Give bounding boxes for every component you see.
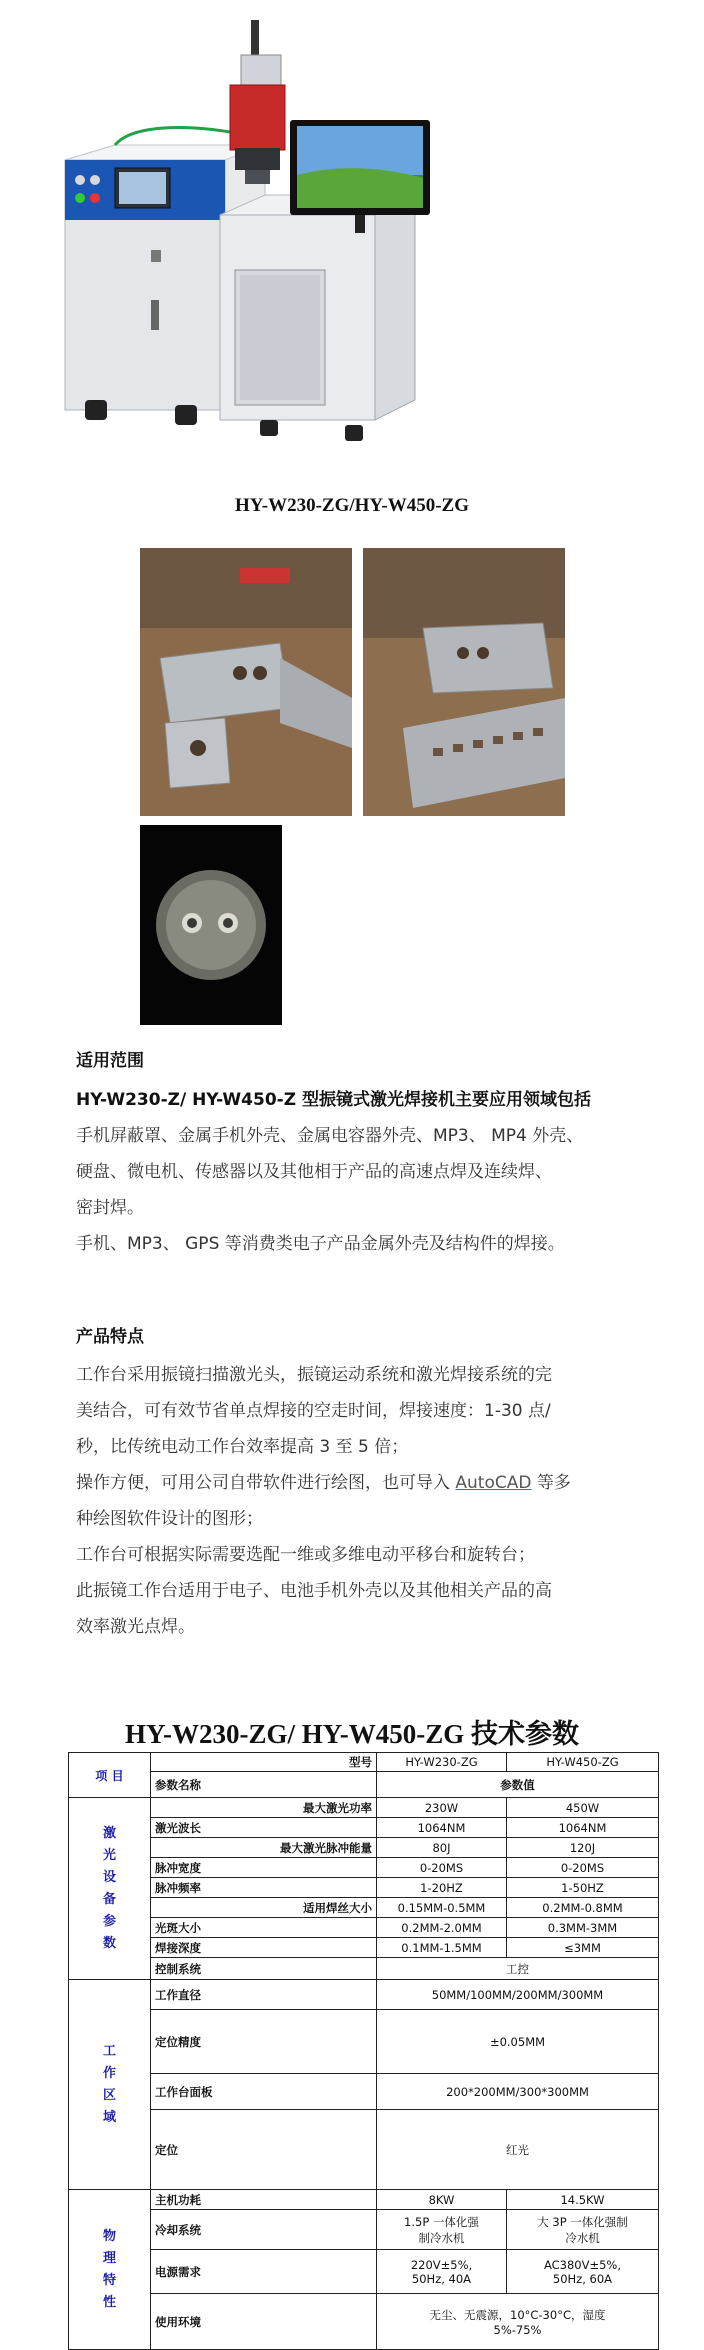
spec-row xyxy=(69,1958,659,1980)
group-phys-label: 物 理 特 性 xyxy=(69,2190,151,2350)
scope-heading: 适用范围 xyxy=(76,1051,144,1071)
param-value: 工控 xyxy=(377,1958,659,1980)
features-heading: 产品特点 xyxy=(76,1327,144,1347)
feature-line-part: 操作方便，可用公司自带软件进行绘图，也可导入 xyxy=(76,1473,456,1493)
scope-line: HY-W230-Z/ HY-W450-Z 型振镜式激光焊接机主要应用领域包括 xyxy=(76,1090,591,1110)
feature-line xyxy=(76,1465,651,1501)
param-value-1: 220V±5%, 50Hz, 40A xyxy=(377,2250,507,2294)
spec-row xyxy=(69,2250,659,2294)
spec-row xyxy=(69,2110,659,2190)
scope-line: 密封焊。 xyxy=(76,1198,144,1218)
group-laser-label: 激 光 设 备 参 数 xyxy=(69,1798,151,1980)
param-name: 电源需求 xyxy=(151,2250,377,2294)
param-name: 焊接深度 xyxy=(151,1938,377,1958)
param-value: 50MM/100MM/200MM/300MM xyxy=(377,1980,659,2010)
item-header: 项 目 xyxy=(69,1753,151,1798)
param-value: 200*200MM/300*300MM xyxy=(377,2074,659,2110)
param-name: 脉冲宽度 xyxy=(151,1858,377,1878)
param-name: 工作台面板 xyxy=(151,2074,377,2110)
param-value-2: AC380V±5%, 50Hz, 60A xyxy=(507,2250,659,2294)
param-name: 激光波长 xyxy=(151,1818,377,1838)
param-value-1: 0-20MS xyxy=(377,1858,507,1878)
spec-row xyxy=(69,2210,659,2250)
model-caption: HY-W230-ZG/HY-W450-ZG xyxy=(234,495,469,516)
param-value-1: 1-20HZ xyxy=(377,1878,507,1898)
feature-line: 美结合，可有效节省单点焊接的空走时间，焊接速度：1-30 点/ xyxy=(76,1401,551,1421)
param-value-1: 0.1MM-1.5MM xyxy=(377,1938,507,1958)
spec-row xyxy=(69,1798,659,1818)
param-name: 最大激光脉冲能量 xyxy=(151,1838,377,1858)
feature-line: 工作台采用振镜扫描激光头，振镜运动系统和激光焊接系统的完 xyxy=(76,1365,552,1385)
feature-line-part: 等多 xyxy=(531,1473,571,1493)
feature-line: 工作台可根据实际需要选配一维或多维电动平移台和旋转台； xyxy=(76,1545,535,1565)
scope-text xyxy=(76,1082,651,1262)
scope-line: 手机屏蔽罩、金属手机外壳、金属电容器外壳、MP3、 MP4 外壳、 xyxy=(76,1126,584,1146)
spec-row xyxy=(69,1818,659,1838)
param-value: 无尘、无震源，10°C-30°C，湿度 5%-75% xyxy=(377,2294,659,2350)
param-name: 定位精度 xyxy=(151,2010,377,2074)
spec-row xyxy=(69,1918,659,1938)
feature-line: 秒，比传统电动工作台效率提高 3 至 5 倍； xyxy=(76,1437,409,1457)
feature-line: 此振镜工作台适用于电子、电池手机外壳以及其他相关产品的高 xyxy=(76,1581,552,1601)
param-value-1: 8KW xyxy=(377,2190,507,2210)
group-work-label: 工 作 区 域 xyxy=(69,1980,151,2190)
machine-photo xyxy=(55,0,575,460)
spec-table-title: HY-W230-ZG/ HY-W450-ZG 技术参数 xyxy=(124,1719,580,1749)
laser-group xyxy=(69,1798,659,1980)
param-value-2: 0.2MM-0.8MM xyxy=(507,1898,659,1918)
param-value-1: 1.5P 一体化强 制冷水机 xyxy=(377,2210,507,2250)
spec-row xyxy=(69,1838,659,1858)
param-value-2: 14.5KW xyxy=(507,2190,659,2210)
param-value-1: 1064NM xyxy=(377,1818,507,1838)
param-name: 光斑大小 xyxy=(151,1918,377,1938)
model-2: HY-W450-ZG xyxy=(507,1753,659,1772)
spec-row xyxy=(69,1938,659,1958)
param-name: 定位 xyxy=(151,2110,377,2190)
param-name: 使用环境 xyxy=(151,2294,377,2350)
param-value-1: 0.15MM-0.5MM xyxy=(377,1898,507,1918)
param-value-2: 0.3MM-3MM xyxy=(507,1918,659,1938)
param-value-2: 120J xyxy=(507,1838,659,1858)
param-value: ±0.05MM xyxy=(377,2010,659,2074)
param-name: 冷却系统 xyxy=(151,2210,377,2250)
spec-row xyxy=(69,1858,659,1878)
param-value-2: 0-20MS xyxy=(507,1858,659,1878)
param-name: 主机功耗 xyxy=(151,2190,377,2210)
autocad-link: AutoCAD xyxy=(455,1473,532,1493)
param-value-2: ≤3MM xyxy=(507,1938,659,1958)
spec-row xyxy=(69,1898,659,1918)
spec-row xyxy=(69,2074,659,2110)
feature-line: 种绘图软件设计的图形； xyxy=(76,1509,263,1529)
weld-microscope-photo xyxy=(140,825,282,1025)
spec-row xyxy=(69,2294,659,2350)
param-name: 控制系统 xyxy=(151,1958,377,1980)
spec-table xyxy=(68,1752,659,2350)
param-name: 最大激光功率 xyxy=(151,1798,377,1818)
work-group xyxy=(69,1980,659,2190)
weld-sample-photo-2 xyxy=(363,548,565,816)
param-value: 红光 xyxy=(377,2110,659,2190)
param-value-1: 0.2MM-2.0MM xyxy=(377,1918,507,1938)
param-name: 适用焊丝大小 xyxy=(151,1898,377,1918)
scope-line: 硬盘、微电机、传感器以及其他相于产品的高速点焊及连续焊、 xyxy=(76,1162,552,1182)
param-name: 脉冲频率 xyxy=(151,1878,377,1898)
feature-line: 效率激光点焊。 xyxy=(76,1617,195,1637)
param-value-header: 参数值 xyxy=(377,1772,659,1798)
param-value-2: 450W xyxy=(507,1798,659,1818)
param-name: 工作直径 xyxy=(151,1980,377,2010)
weld-sample-photo-1 xyxy=(140,548,352,816)
param-name-header: 参数名称 xyxy=(151,1772,377,1798)
param-value-1: 80J xyxy=(377,1838,507,1858)
spec-row xyxy=(69,2190,659,2210)
param-value-2: 1064NM xyxy=(507,1818,659,1838)
param-value-2: 大 3P 一体化强制 冷水机 xyxy=(507,2210,659,2250)
spec-row xyxy=(69,2010,659,2074)
param-value-2: 1-50HZ xyxy=(507,1878,659,1898)
features-text xyxy=(76,1357,651,1645)
param-value-1: 230W xyxy=(377,1798,507,1818)
model-label: 型号 xyxy=(151,1753,377,1772)
model-1: HY-W230-ZG xyxy=(377,1753,507,1772)
scope-line: 手机、MP3、 GPS 等消费类电子产品金属外壳及结构件的焊接。 xyxy=(76,1234,565,1254)
spec-row xyxy=(69,1980,659,2010)
phys-group xyxy=(69,2190,659,2350)
spec-row xyxy=(69,1878,659,1898)
